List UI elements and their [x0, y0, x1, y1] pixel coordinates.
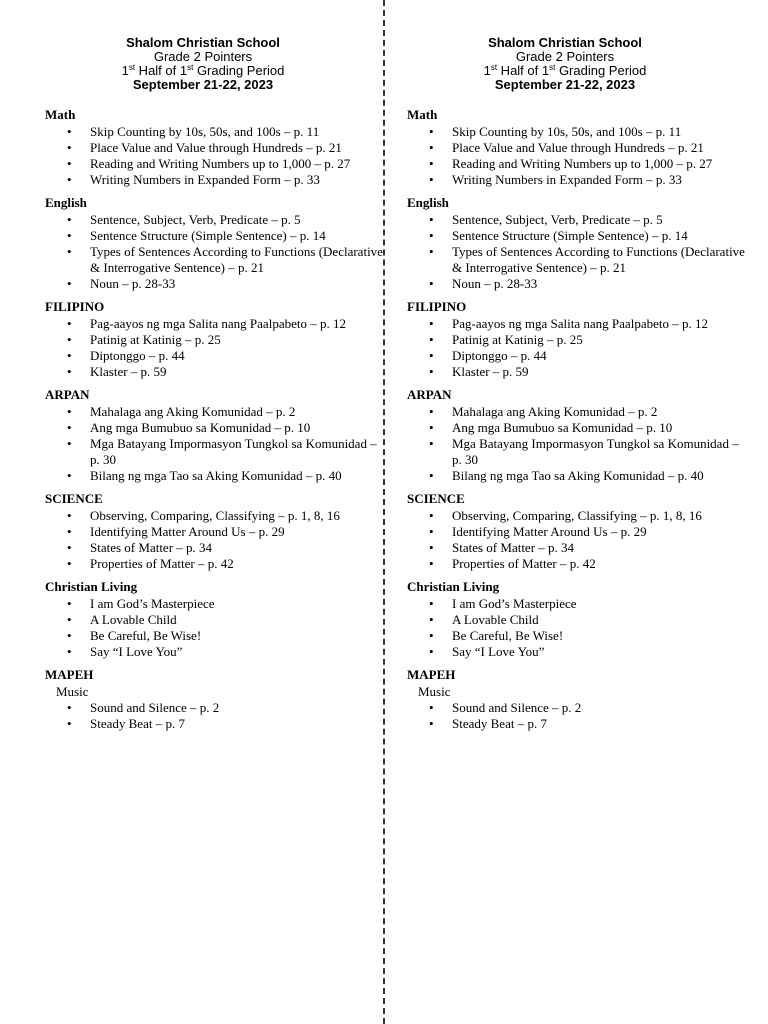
topic-list [45, 316, 385, 380]
topic-item: • Identifying Matter Around Us – p. 29 [45, 524, 385, 540]
topic-list [45, 404, 385, 484]
topic-item: • Properties of Matter – p. 42 [45, 556, 385, 572]
subject-title: FILIPINO [407, 299, 467, 314]
topic-item: • Be Careful, Be Wise! [407, 628, 747, 644]
subject-title: FILIPINO [45, 299, 105, 314]
topic-list [407, 124, 747, 188]
topic-item: • Properties of Matter – p. 42 [407, 556, 747, 572]
subject-section [407, 195, 747, 292]
topic-item: • Pag-aayos ng mga Salita nang Paalpabeto – p. 12 [407, 316, 747, 332]
topic-item: • Reading and Writing Numbers up to 1,000 – p. 27 [407, 156, 747, 172]
subject-subtitle: Music [56, 684, 89, 699]
topic-item: • Steady Beat – p. 7 [407, 716, 747, 732]
topic-item: • I am God’s Masterpiece [407, 596, 747, 612]
topic-item: • States of Matter – p. 34 [407, 540, 747, 556]
topic-item: • Mahalaga ang Aking Komunidad – p. 2 [45, 404, 385, 420]
topic-list [45, 596, 385, 660]
topic-item: • Sentence Structure (Simple Sentence) – p. 14 [45, 228, 385, 244]
topic-item: • Ang mga Bumubuo sa Komunidad – p. 10 [45, 420, 385, 436]
topic-item: • Diptonggo – p. 44 [407, 348, 747, 364]
topic-item: • Pag-aayos ng mga Salita nang Paalpabeto – p. 12 [45, 316, 385, 332]
subject-title: Christian Living [407, 579, 500, 594]
pointers-sheet-right [407, 36, 747, 739]
topic-list [407, 212, 747, 292]
topic-item: • Sentence, Subject, Verb, Predicate – p. 5 [407, 212, 747, 228]
topic-list [407, 508, 747, 572]
topic-item: • Mahalaga ang Aking Komunidad – p. 2 [407, 404, 747, 420]
subject-section [45, 387, 385, 484]
subject-section [45, 491, 385, 572]
subject-section [407, 579, 747, 660]
grading-period: 1st Half of 1st Grading Period [121, 63, 285, 78]
school-name: Shalom Christian School [126, 35, 280, 50]
exam-date: September 21-22, 2023 [132, 77, 274, 92]
topic-item: • Diptonggo – p. 44 [45, 348, 385, 364]
pointers-sheet-left [45, 36, 385, 739]
subject-section [45, 299, 385, 380]
topic-item: • Ang mga Bumubuo sa Komunidad – p. 10 [407, 420, 747, 436]
document-header [407, 36, 723, 92]
subject-section [45, 195, 385, 292]
topic-item: • Sentence Structure (Simple Sentence) – p. 14 [407, 228, 747, 244]
topic-item: • Klaster – p. 59 [407, 364, 747, 380]
topic-item: • Bilang ng mga Tao sa Aking Komunidad – p. 40 [45, 468, 385, 484]
subject-subtitle: Music [418, 684, 451, 699]
subject-section [45, 667, 385, 732]
topic-item: • Steady Beat – p. 7 [45, 716, 385, 732]
topic-item: • Writing Numbers in Expanded Form – p. 33 [407, 172, 747, 188]
topic-item: • Klaster – p. 59 [45, 364, 385, 380]
topic-item: • A Lovable Child [407, 612, 747, 628]
subject-section [45, 107, 385, 188]
subject-section [407, 387, 747, 484]
exam-date: September 21-22, 2023 [494, 77, 636, 92]
topic-list [45, 212, 385, 292]
topic-list [45, 508, 385, 572]
grade-title: Grade 2 Pointers [515, 49, 615, 64]
topic-item: • A Lovable Child [45, 612, 385, 628]
topic-item: • Types of Sentences According to Functions (Declarative & Interrogative Sentence) – p. 21 [407, 244, 747, 276]
subject-section [407, 299, 747, 380]
topic-list [407, 404, 747, 484]
topic-item: • Writing Numbers in Expanded Form – p. 33 [45, 172, 385, 188]
subject-sections [45, 107, 385, 732]
grading-period: 1st Half of 1st Grading Period [483, 63, 647, 78]
document-header [45, 36, 361, 92]
topic-item: • Place Value and Value through Hundreds – p. 21 [45, 140, 385, 156]
subject-section [407, 491, 747, 572]
school-name: Shalom Christian School [488, 35, 642, 50]
topic-item: • Patinig at Katinig – p. 25 [407, 332, 747, 348]
grade-title: Grade 2 Pointers [153, 49, 253, 64]
topic-list [407, 700, 747, 732]
topic-item: • Noun – p. 28-33 [407, 276, 747, 292]
subject-title: Math [45, 107, 76, 122]
subject-title: ARPAN [407, 387, 452, 402]
subject-title: MAPEH [407, 667, 456, 682]
subject-title: English [45, 195, 87, 210]
subject-title: ARPAN [45, 387, 90, 402]
topic-item: • Place Value and Value through Hundreds – p. 21 [407, 140, 747, 156]
topic-item: • Be Careful, Be Wise! [45, 628, 385, 644]
topic-item: • Sound and Silence – p. 2 [45, 700, 385, 716]
topic-item: • Sound and Silence – p. 2 [407, 700, 747, 716]
topic-item: • Noun – p. 28-33 [45, 276, 385, 292]
topic-item: • Patinig at Katinig – p. 25 [45, 332, 385, 348]
topic-list [45, 124, 385, 188]
topic-item: • Skip Counting by 10s, 50s, and 100s – p. 11 [45, 124, 385, 140]
topic-list [45, 700, 385, 732]
subject-title: Math [407, 107, 438, 122]
subject-title: SCIENCE [407, 491, 465, 506]
subject-title: English [407, 195, 449, 210]
topic-item: • Observing, Comparing, Classifying – p. 1, 8, 16 [407, 508, 747, 524]
topic-item: • Skip Counting by 10s, 50s, and 100s – p. 11 [407, 124, 747, 140]
topic-list [407, 596, 747, 660]
subject-sections [407, 107, 747, 732]
subject-title: Christian Living [45, 579, 138, 594]
subject-section [407, 667, 747, 732]
subject-section [407, 107, 747, 188]
topic-item: • Observing, Comparing, Classifying – p. 1, 8, 16 [45, 508, 385, 524]
topic-item: • Types of Sentences According to Functions (Declarative & Interrogative Sentence) – p. 21 [45, 244, 385, 276]
topic-item: • Identifying Matter Around Us – p. 29 [407, 524, 747, 540]
topic-item: • States of Matter – p. 34 [45, 540, 385, 556]
subject-title: SCIENCE [45, 491, 103, 506]
topic-item: • I am God’s Masterpiece [45, 596, 385, 612]
topic-item: • Say “I Love You” [407, 644, 747, 660]
topic-item: • Mga Batayang Impormasyon Tungkol sa Komunidad – p. 30 [45, 436, 385, 468]
subject-section [45, 579, 385, 660]
topic-item: • Sentence, Subject, Verb, Predicate – p. 5 [45, 212, 385, 228]
topic-item: • Say “I Love You” [45, 644, 385, 660]
topic-item: • Reading and Writing Numbers up to 1,000 – p. 27 [45, 156, 385, 172]
topic-list [407, 316, 747, 380]
topic-item: • Bilang ng mga Tao sa Aking Komunidad – p. 40 [407, 468, 747, 484]
topic-item: • Mga Batayang Impormasyon Tungkol sa Komunidad – p. 30 [407, 436, 747, 468]
subject-title: MAPEH [45, 667, 94, 682]
